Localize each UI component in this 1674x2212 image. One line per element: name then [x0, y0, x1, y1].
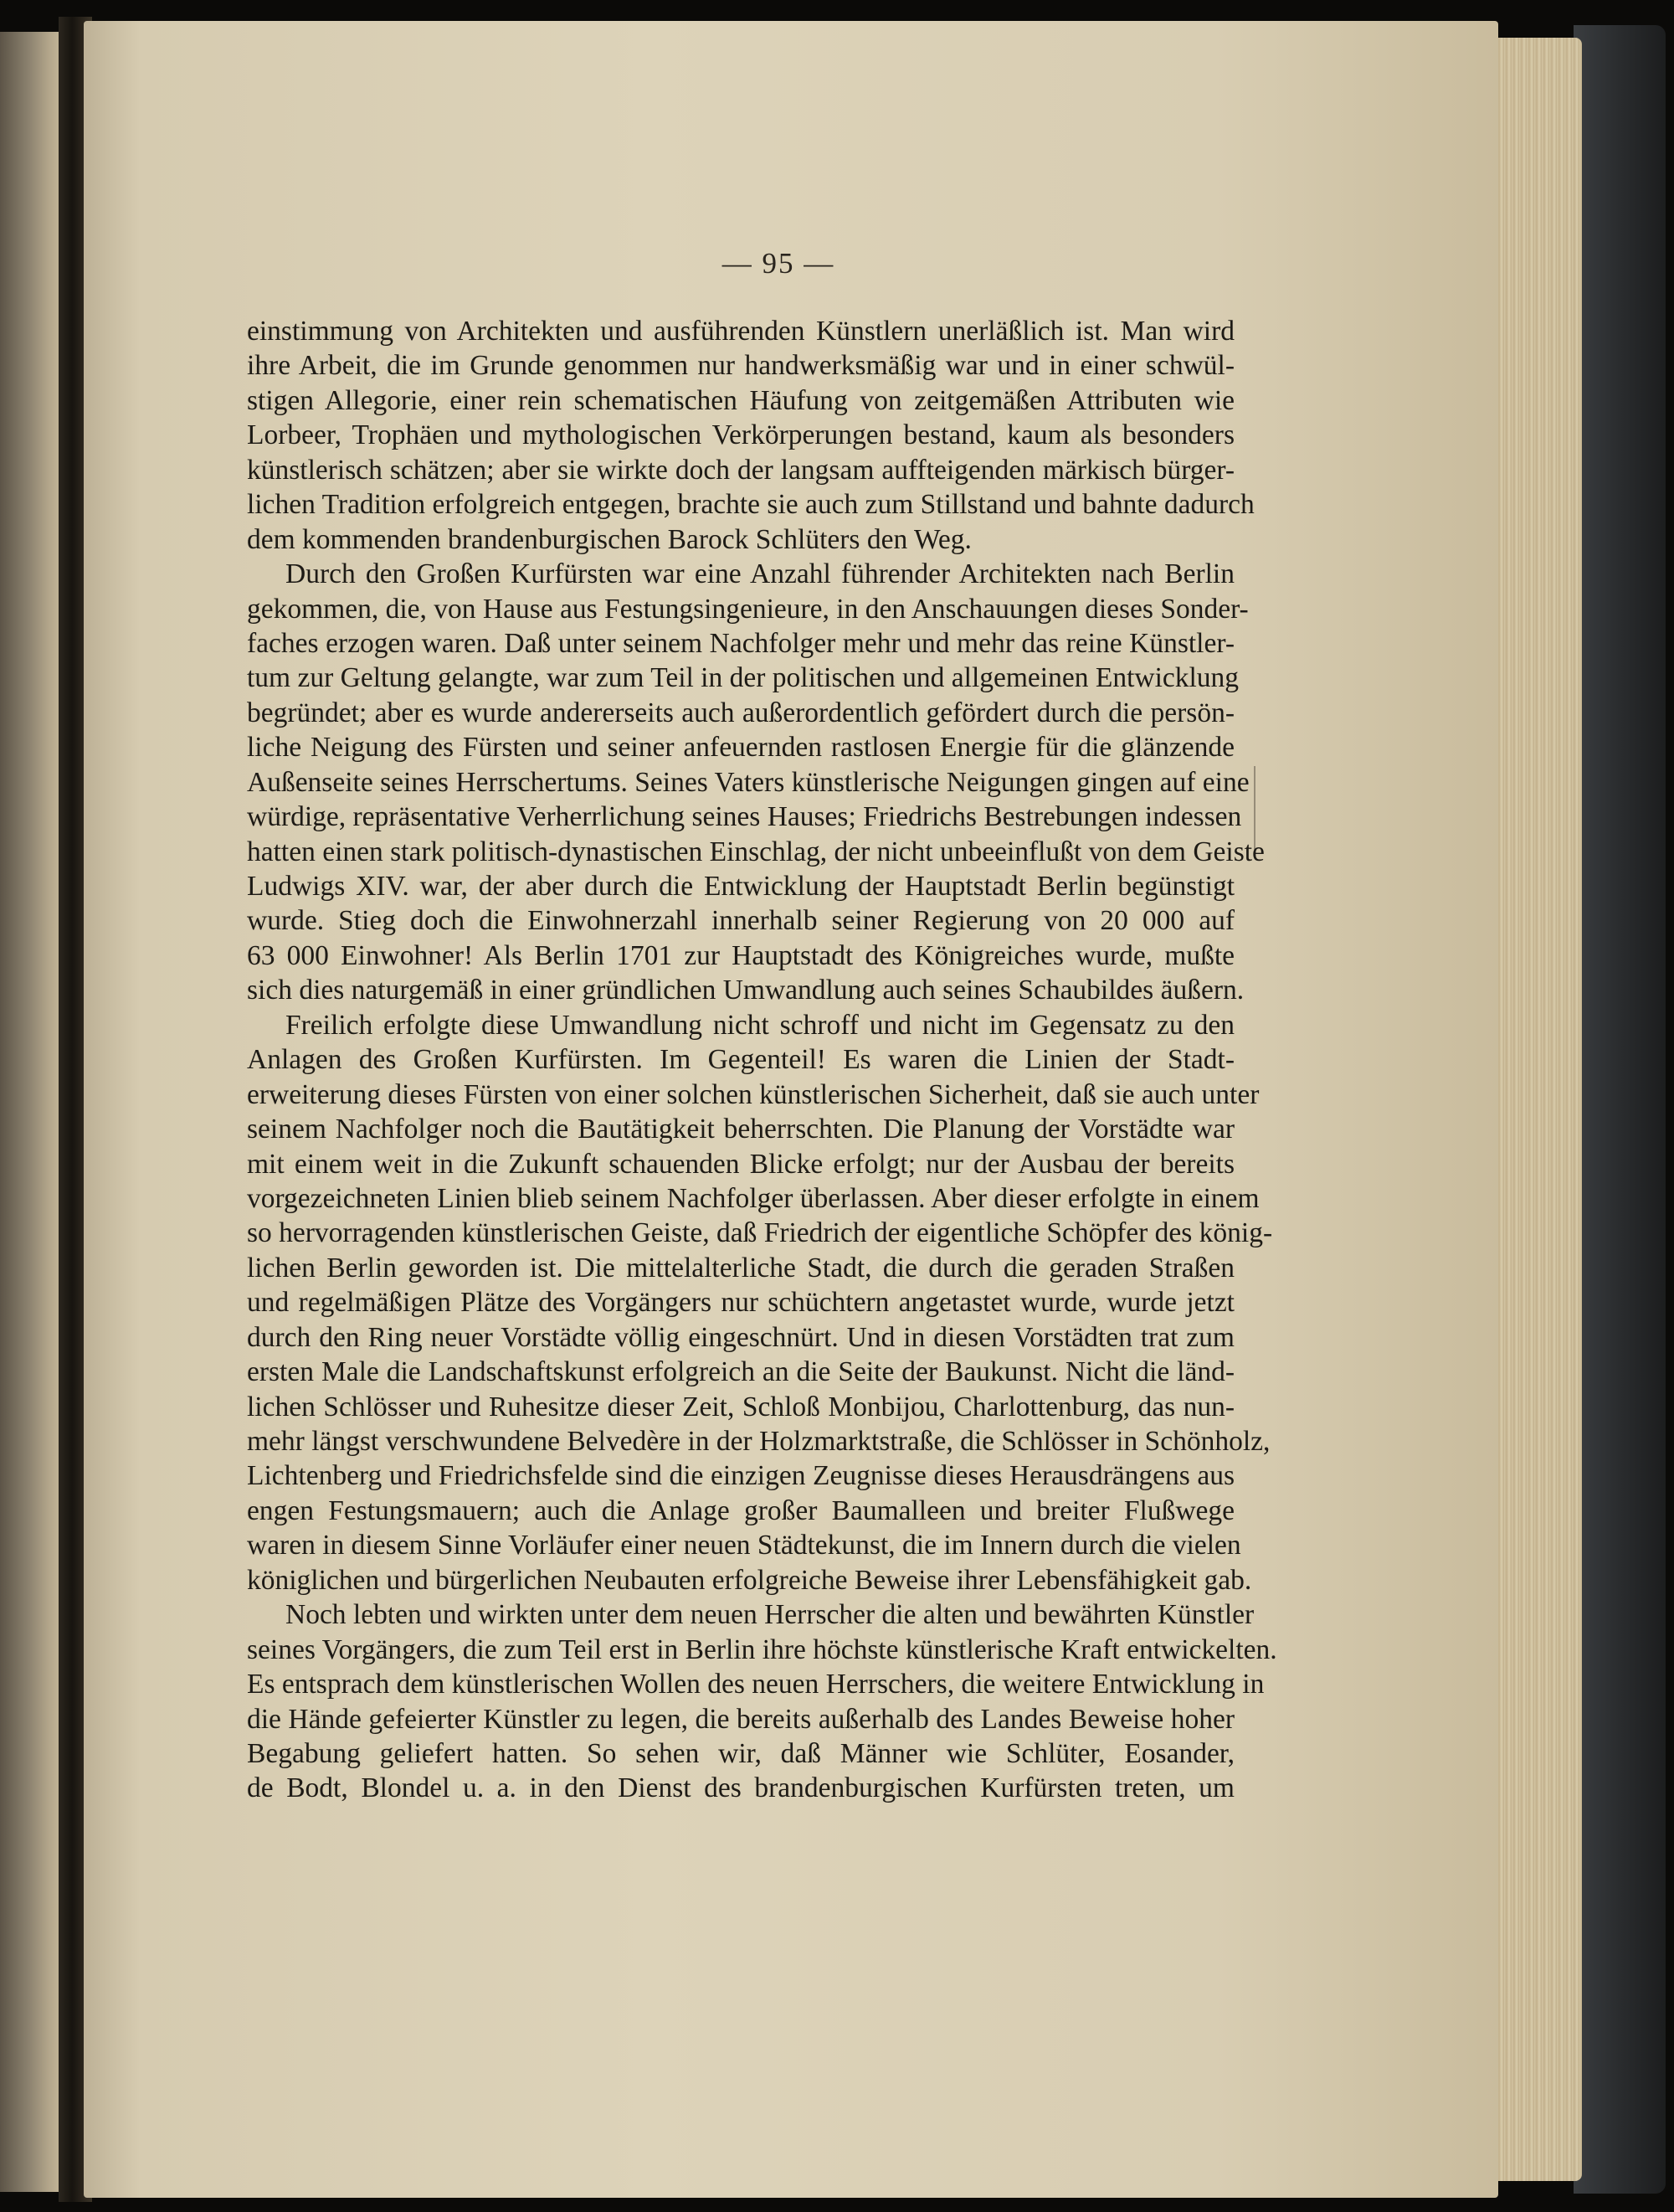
text-line: hatten einen stark politisch-dynastischen Einschlag, der nicht unbeeinflußt von dem Geiste — [247, 836, 1265, 867]
text-line: mit einem weit in die Zukunft schauenden Blicke erfolgt; nur der Ausbau der bereits — [247, 1148, 1235, 1180]
text-line: 63 000 Einwohner! Als Berlin 1701 zur Hauptstadt des Königreiches wurde, mußte — [247, 939, 1235, 971]
text-line: wurde. Stieg doch die Einwohnerzahl innerhalb seiner Regierung von 20 000 auf — [247, 905, 1235, 937]
paragraph-start: Noch lebten und wirkten unter dem neuen Herrscher die alten und bewährten Künstler — [285, 1599, 1255, 1631]
paragraph-start: Durch den Großen Kurfürsten war eine Anzahl führender Architekten nach Berlin — [285, 558, 1235, 590]
text-line: mehr längst verschwundene Belvedère in der Holzmarktstraße, die Schlösser in Schönholz, — [247, 1426, 1271, 1457]
text-line: lichen Tradition erfolgreich entgegen, brachte sie auch zum Stillstand und bahnte dadurch — [247, 489, 1255, 521]
text-line: Anlagen des Großen Kurfürsten. Im Gegenteil! Es waren die Linien der Stadt- — [247, 1044, 1235, 1076]
text-line: seines Vorgängers, die zum Teil erst in Berlin ihre höchste künstlerische Kraft entwickelten. — [247, 1633, 1277, 1665]
text-line: erweiterung dieses Fürsten von einer solchen künstlerischen Sicherheit, daß sie auch unter — [247, 1078, 1260, 1110]
paragraph-start: Freilich erfolgte diese Umwandlung nicht schroff und nicht im Gegensatz zu den — [285, 1009, 1235, 1041]
text-line: die Hände gefeierter Künstler zu legen, die bereits außerhalb des Landes Beweise hoher — [247, 1703, 1235, 1735]
text-line: würdige, repräsentative Verherrlichung seines Hauses; Friedrichs Bestrebungen indessen — [247, 801, 1242, 833]
text-line: waren in diesem Sinne Vorläufer einer neuen Städtekunst, die im Innern durch die vielen — [247, 1530, 1241, 1561]
text-line: so hervorragenden künstlerischen Geiste, daß Friedrich der eigentliche Schöpfer des könig- — [247, 1217, 1273, 1249]
text-line: und regelmäßigen Plätze des Vorgängers nur schüchtern angetastet wurde, wurde jetzt — [247, 1287, 1235, 1319]
text-line: faches erzogen waren. Daß unter seinem Nachfolger mehr und mehr das reine Künstler- — [247, 627, 1235, 659]
text-line: sich dies naturgemäß in einer gründlichen Umwandlung auch seines Schaubildes äußern. — [247, 975, 1245, 1006]
text-line: seinem Nachfolger noch die Bautätigkeit beherrschten. Die Planung der Vorstädte war — [247, 1114, 1235, 1145]
text-line: königlichen und bürgerlichen Neubauten erfolgreiche Beweise ihrer Lebensfähigkeit gab. — [247, 1564, 1252, 1596]
text-line: Außenseite seines Herrschertums. Seines Vaters künstlerische Neigungen gingen auf eine — [247, 766, 1250, 798]
text-line: Lichtenberg und Friedrichsfelde sind die einzigen Zeugnisse dieses Herausdrängens aus — [247, 1460, 1235, 1492]
text-line: gekommen, die, von Hause aus Festungsingenieure, in den Anschauungen dieses Sonder- — [247, 593, 1249, 625]
text-line: Lorbeer, Trophäen und mythologischen Verkörperungen bestand, kaum als besonders — [247, 419, 1235, 451]
page-number: — 95 — — [721, 247, 835, 280]
text-line: Ludwigs XIV. war, der aber durch die Entwicklung der Hauptstadt Berlin begünstigt — [247, 871, 1235, 902]
text-line: tum zur Geltung gelangte, war zum Teil in der politischen und allgemeinen Entwicklung — [247, 662, 1240, 694]
text-line: Begabung geliefert hatten. So sehen wir, daß Männer wie Schlüter, Eosander, — [247, 1737, 1235, 1769]
text-line: engen Festungsmauern; auch die Anlage großer Baumalleen und breiter Flußwege — [247, 1494, 1235, 1526]
text-line: ihre Arbeit, die im Grunde genommen nur handwerksmäßig war und in einer schwül- — [247, 350, 1235, 382]
text-line: künstlerisch schätzen; aber sie wirkte doch der langsam auffteigenden märkisch bürger- — [247, 454, 1235, 486]
body-text — [247, 314, 1277, 1806]
text-line: ersten Male die Landschaftskunst erfolgreich an die Seite der Baukunst. Nicht die länd- — [247, 1356, 1235, 1388]
text-line: begründet; aber es wurde andererseits auch außerordentlich gefördert durch die persön- — [247, 697, 1235, 728]
text-line: einstimmung von Architekten und ausführenden Künstlern unerläßlich ist. Man wird — [247, 316, 1235, 347]
text-line: lichen Berlin geworden ist. Die mittelalterliche Stadt, die durch die geraden Straßen — [247, 1252, 1235, 1283]
text-line: durch den Ring neuer Vorstädte völlig eingeschnürt. Und in diesen Vorstädten trat zum — [247, 1321, 1235, 1353]
text-line: liche Neigung des Fürsten und seiner anfeuernden rastlosen Energie für die glänzende — [247, 732, 1235, 764]
text-line: stigen Allegorie, einer rein schematischen Häufung von zeitgemäßen Attributen wie — [247, 384, 1235, 416]
text-line: de Bodt, Blondel u. a. in den Dienst des brandenburgischen Kurfürsten treten, um — [247, 1772, 1235, 1804]
book-cover-edge — [1574, 25, 1666, 2194]
text-line: Es entsprach dem künstlerischen Wollen des neuen Herrschers, die weitere Entwicklung in — [247, 1669, 1265, 1700]
text-line: dem kommenden brandenburgischen Barock Schlüters den Weg. — [247, 523, 972, 555]
text-line: vorgezeichneten Linien blieb seinem Nachfolger überlassen. Aber dieser erfolgte in einem — [247, 1182, 1260, 1214]
left-facing-page-edge — [0, 32, 65, 2192]
text-line: lichen Schlösser und Ruhesitze dieser Zeit, Schloß Monbijou, Charlottenburg, das nun- — [247, 1391, 1235, 1422]
